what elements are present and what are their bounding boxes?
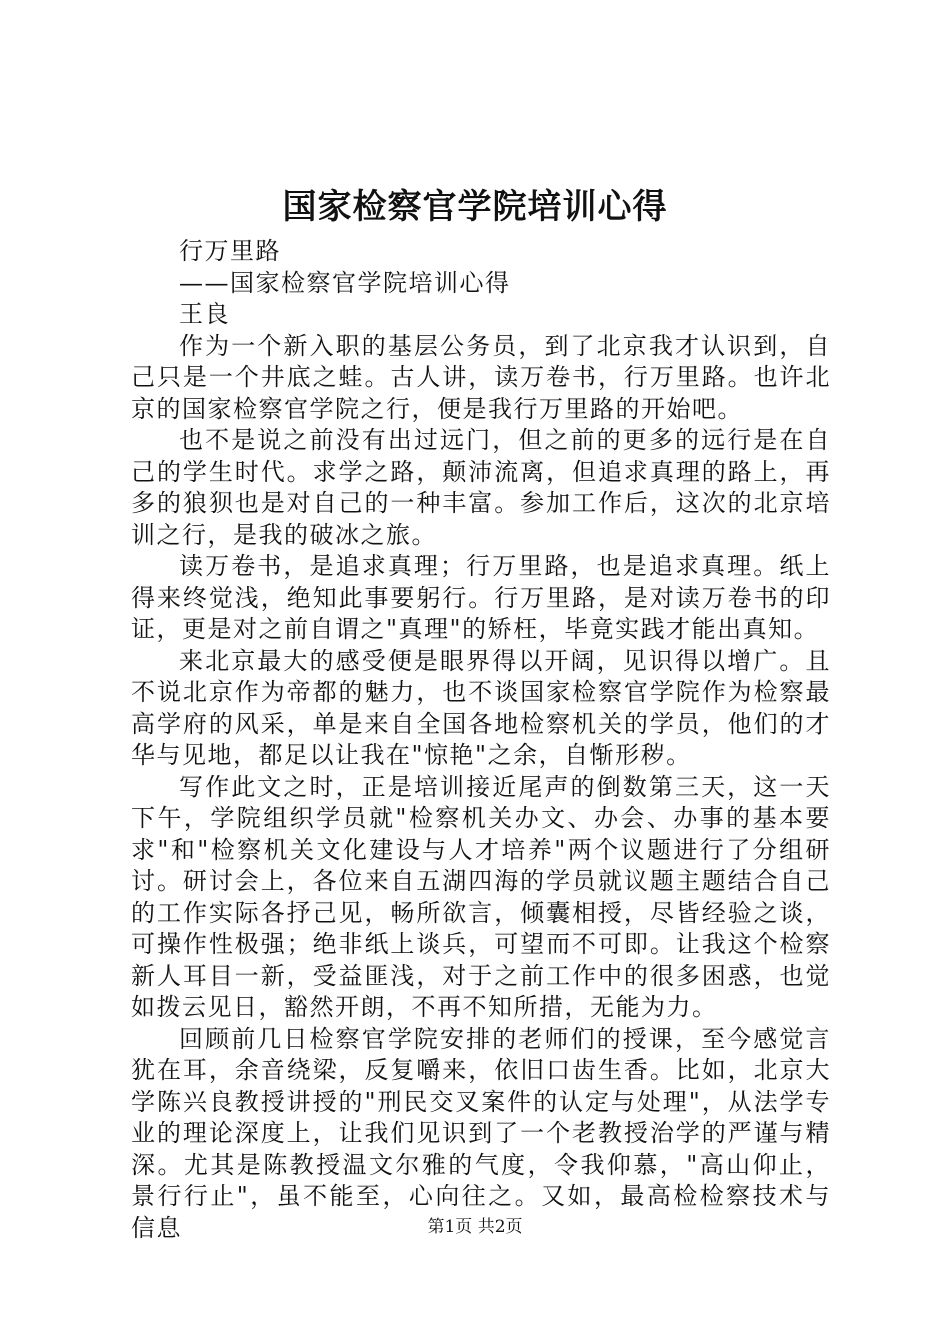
subtitle-line: ——国家检察官学院培训心得 (179, 268, 511, 297)
document-body (131, 236, 831, 1244)
author-name: 王良 (179, 300, 230, 328)
body-paragraph: 回顾前几日检察官学院安排的老师们的授课，至今感觉言犹在耳，余音绕梁，反复嚼来，依旧口齿生香。比如，北京大学陈兴良教授讲授的"刑民交叉案件的认定与处理"，从法学专业的理论深度上，让我们见识到了一个老教授治学的严谨与精深。尤其是陈教授温文尔雅的气度，令我仰慕，"高山仰止，景行行止"，虽不能至，心向往之。又如，最高检检察技术与信息 (131, 1024, 831, 1242)
document-title: 国家检察官学院培训心得 (282, 187, 668, 227)
page-number: 第1页 共2页 (427, 1217, 523, 1237)
body-paragraph: 读万卷书，是追求真理；行万里路，也是追求真理。纸上得来终觉浅，绝知此事要躬行。行万里路，是对读万卷书的印证，更是对之前自谓之"真理"的矫枉，毕竟实践才能出真知。 (131, 552, 831, 643)
body-paragraph: 写作此文之时，正是培训接近尾声的倒数第三天，这一天下午，学院组织学员就"检察机关办文、办会、办事的基本要求"和"检察机关文化建设与人才培养"两个议题进行了分组研讨。研讨会上，各位来自五湖四海的学员就议题主题结合自己的工作实际各抒己见，畅所欲言，倾囊相授，尽皆经验之谈，可操作性极强；绝非纸上谈兵，可望而不可即。让我这个检察新人耳目一新，受益匪浅，对于之前工作中的很多困惑，也觉如拨云见日，豁然开朗，不再不知所措，无能为力。 (131, 772, 831, 1021)
body-paragraph: 也不是说之前没有出过远门，但之前的更多的远行是在自己的学生时代。求学之路，颠沛流离，但追求真理的路上，再多的狼狈也是对自己的一种丰富。参加工作后，这次的北京培训之行，是我的破冰之旅。 (131, 426, 831, 549)
body-paragraph: 作为一个新入职的基层公务员，到了北京我才认识到，自己只是一个井底之蛙。古人讲，读万卷书，行万里路。也许北京的国家检察官学院之行，便是我行万里路的开始吧。 (131, 331, 831, 423)
subtitle-line: 行万里路 (179, 237, 281, 265)
body-paragraph: 来北京最大的感受便是眼界得以开阔，见识得以增广。且不说北京作为帝都的魅力，也不谈国家检察官学院作为检察最高学府的风采，单是来自全国各地检察机关的学员，他们的才华与见地，都足以让我在"惊艳"之余，自惭形秽。 (131, 646, 831, 769)
